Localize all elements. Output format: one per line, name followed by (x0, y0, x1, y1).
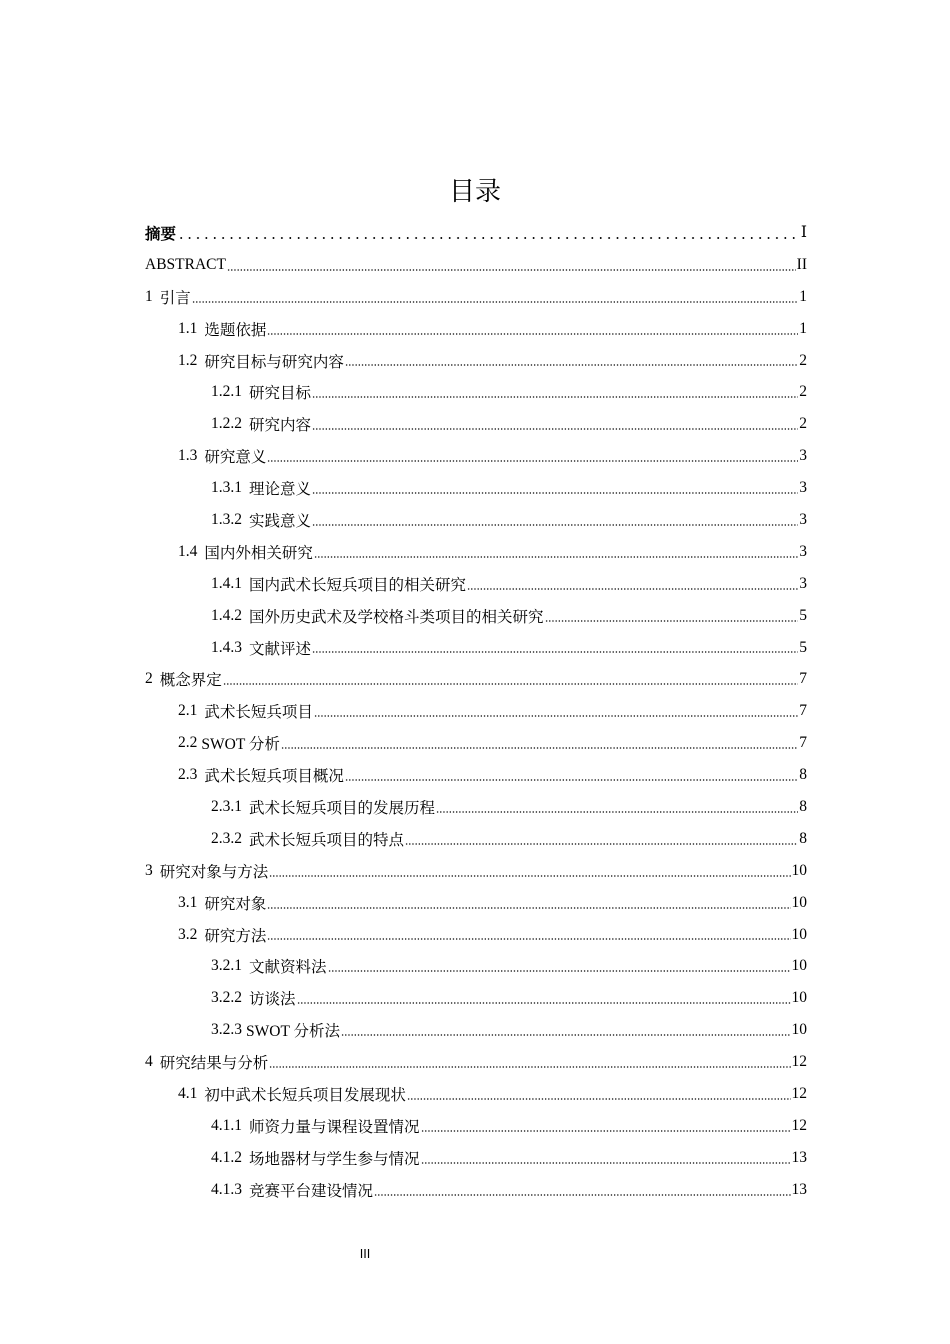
dot-leader (227, 266, 796, 272)
toc-entry-label: 摘要 (145, 225, 177, 243)
toc-entry[interactable] (145, 1110, 807, 1142)
toc-entry-label: 初中武术长短兵项目发展现状 (204, 1086, 406, 1104)
toc-entry[interactable] (145, 281, 807, 313)
dot-leader (312, 521, 798, 527)
toc-entry-number: 1.2 (178, 351, 198, 369)
toc-entry-page: 10 (791, 893, 807, 911)
toc-entry[interactable] (145, 408, 807, 440)
dot-leader (192, 298, 798, 304)
dot-leader (269, 1063, 790, 1069)
toc-entry[interactable] (145, 982, 807, 1014)
toc-entry-number: 4.1.3 (211, 1180, 242, 1198)
toc-entry-number: 1.4.1 (211, 574, 242, 592)
toc-entry-page: 8 (799, 829, 807, 847)
toc-entry[interactable] (145, 727, 807, 759)
toc-entry-label: 研究目标 (249, 385, 312, 403)
toc-entry-page: 10 (791, 1021, 807, 1039)
toc-entry-label: 国内武术长短兵项目的相关研究 (249, 576, 467, 594)
toc-entry-number: 1.3.2 (211, 510, 242, 528)
toc-entry-page: 7 (799, 734, 807, 752)
toc-entry[interactable] (145, 313, 807, 345)
toc-entry-page: Ⅰ (800, 224, 807, 242)
dot-leader (267, 904, 790, 910)
toc-entry-label: 引言 (159, 289, 191, 307)
toc-entry-page: 12 (791, 1116, 807, 1134)
dot-leader (312, 489, 798, 495)
toc-entry-label: 概念界定 (159, 672, 222, 690)
toc-entry-page: 3 (799, 542, 807, 560)
toc-entry-number: 1.4 (178, 542, 198, 560)
toc-entry-number: 3.1 (178, 893, 198, 911)
toc-entry-label: 武术长短兵项目 (204, 704, 313, 722)
toc-entry-page: 1 (799, 287, 807, 305)
toc-entry-page: II (796, 255, 807, 273)
toc-entry-number: 3.2.1 (211, 957, 242, 975)
toc-entry-label: 文献评述 (249, 640, 312, 658)
toc-entry[interactable] (145, 887, 807, 919)
toc-entry-label: 研究方法 (204, 927, 267, 945)
toc-entry-number: 1 (145, 287, 153, 305)
toc-entry-label: 研究内容 (249, 417, 312, 435)
dot-leader (267, 457, 798, 463)
dot-leader (421, 1159, 791, 1165)
toc-entry-page: 13 (791, 1148, 807, 1166)
toc-entry-label: ABSTRACT (145, 255, 226, 273)
toc-entry-number: 2.1 (178, 702, 198, 720)
toc-entry-label: SWOT 分析 (201, 736, 280, 754)
toc-entry-label: 研究结果与分析 (159, 1055, 269, 1073)
toc-entry[interactable] (145, 217, 807, 249)
dot-leader (312, 648, 798, 654)
dot-leader (421, 1127, 791, 1133)
toc-entry-number: 1.2.2 (211, 415, 242, 433)
toc-entry-page: 2 (799, 351, 807, 369)
dot-leader (345, 361, 798, 367)
toc-entry-label: 师资力量与课程设置情况 (249, 1118, 420, 1136)
toc-entry-number: 2.2 (178, 734, 198, 752)
toc-entry[interactable] (145, 632, 807, 664)
dot-leader (297, 999, 791, 1005)
toc-entry-label: 武术长短兵项目的特点 (249, 831, 405, 849)
dot-leader (267, 330, 798, 336)
toc-entry-page: 10 (791, 925, 807, 943)
toc-entry-number: 2.3.1 (211, 797, 242, 815)
toc-entry-number: 1.4.3 (211, 638, 242, 656)
toc-entry-page: 8 (799, 766, 807, 784)
toc-entry[interactable] (145, 504, 807, 536)
toc-entry-page: 12 (791, 1084, 807, 1102)
toc-entry-number: 1.1 (178, 319, 198, 337)
dot-leader (407, 1095, 791, 1101)
toc-entry-label: 研究意义 (204, 449, 267, 467)
toc-entry-number: 4.1 (178, 1084, 198, 1102)
toc-entry-page: 5 (799, 606, 807, 624)
dot-leader (341, 1031, 790, 1037)
toc-entry[interactable] (145, 791, 807, 823)
toc-entry[interactable] (145, 568, 807, 600)
toc-entry-number: 4 (145, 1053, 153, 1071)
toc-entry[interactable] (145, 1078, 807, 1110)
toc-entry-number: 2.3 (178, 766, 198, 784)
toc-entry[interactable] (145, 759, 807, 791)
toc-entry-label: 研究目标与研究内容 (204, 353, 344, 371)
dot-leader (314, 712, 798, 718)
dot-leader (328, 967, 791, 973)
toc-entry-label: 国内外相关研究 (204, 544, 313, 562)
toc-entry-number: 1.3.1 (211, 479, 242, 497)
toc-entry-page: 3 (799, 510, 807, 528)
toc-entry[interactable] (145, 919, 807, 951)
toc-entry-number: 1.3 (178, 447, 198, 465)
toc-entry-label: 研究对象与方法 (159, 863, 269, 881)
dot-leader (312, 425, 798, 431)
dot-leader (267, 935, 790, 941)
toc-entry-label: 访谈法 (249, 991, 296, 1009)
toc-entry[interactable] (145, 663, 807, 695)
toc-entry-label: 文献资料法 (249, 959, 327, 977)
toc-entry-page: 13 (791, 1180, 807, 1198)
dot-leader (345, 776, 798, 782)
dot-leader (177, 234, 800, 240)
toc-entry-number: 3.2.2 (211, 989, 242, 1007)
toc-entry-label: 武术长短兵项目的发展历程 (249, 799, 436, 817)
dot-leader (314, 553, 798, 559)
toc-entry-page: 7 (799, 670, 807, 688)
toc-entry[interactable] (145, 472, 807, 504)
toc-entry-page: 10 (791, 861, 807, 879)
toc-entry-number: 3 (145, 861, 153, 879)
toc-entry-label: 选题依据 (204, 321, 267, 339)
toc-entry-number: 2.3.2 (211, 829, 242, 847)
toc-entry-page: 10 (791, 989, 807, 1007)
dot-leader (467, 585, 798, 591)
toc-entry-label: 理论意义 (249, 481, 312, 499)
toc-entry-number: 1.2.1 (211, 383, 242, 401)
toc-entry-label: SWOT 分析法 (246, 1023, 341, 1041)
toc-entry[interactable] (145, 249, 807, 281)
toc-entry-page: 1 (799, 319, 807, 337)
toc-entry[interactable] (145, 823, 807, 855)
page-number: III (359, 1247, 371, 1261)
toc-entry-page: 7 (799, 702, 807, 720)
toc-entry[interactable] (145, 440, 807, 472)
dot-leader (545, 617, 799, 623)
toc-entry-label: 场地器材与学生参与情况 (249, 1150, 420, 1168)
toc-entry[interactable] (145, 1174, 807, 1206)
dot-leader (312, 393, 798, 399)
dot-leader (281, 744, 798, 750)
toc-entry[interactable] (145, 1142, 807, 1174)
toc-entry-number: 2 (145, 670, 153, 688)
toc-entry-number: 4.1.2 (211, 1148, 242, 1166)
toc-entry-label: 研究对象 (204, 895, 267, 913)
toc-entry-label: 武术长短兵项目概况 (204, 768, 344, 786)
toc-entry[interactable] (145, 1014, 807, 1046)
toc-entry[interactable] (145, 695, 807, 727)
dot-leader (223, 680, 798, 686)
toc-entry[interactable] (145, 950, 807, 982)
toc-entry-number: 3.2 (178, 925, 198, 943)
toc-entry-page: 12 (791, 1053, 807, 1071)
toc-entry-page: 3 (799, 574, 807, 592)
toc-entry-page: 3 (799, 479, 807, 497)
table-of-contents (145, 217, 807, 1206)
toc-entry-number: 4.1.1 (211, 1116, 242, 1134)
toc-entry-page: 5 (799, 638, 807, 656)
toc-entry[interactable] (145, 376, 807, 408)
toc-entry[interactable] (145, 855, 807, 887)
toc-title: 目录 (448, 177, 501, 207)
dot-leader (436, 808, 798, 814)
toc-entry-page: 10 (791, 957, 807, 975)
toc-entry-number: 1.4.2 (211, 606, 242, 624)
dot-leader (374, 1191, 790, 1197)
toc-entry-page: 2 (799, 383, 807, 401)
toc-entry[interactable] (145, 600, 807, 632)
toc-entry-page: 3 (799, 447, 807, 465)
toc-entry-label: 竞赛平台建设情况 (249, 1182, 374, 1200)
toc-entry[interactable] (145, 345, 807, 377)
toc-entry[interactable] (145, 536, 807, 568)
dot-leader (269, 872, 790, 878)
toc-entry[interactable] (145, 1046, 807, 1078)
dot-leader (405, 840, 798, 846)
toc-entry-label: 国外历史武术及学校格斗类项目的相关研究 (249, 608, 544, 626)
toc-entry-page: 2 (799, 415, 807, 433)
toc-entry-number: 3.2.3 (211, 1021, 242, 1039)
toc-entry-page: 8 (799, 797, 807, 815)
toc-entry-label: 实践意义 (249, 512, 312, 530)
